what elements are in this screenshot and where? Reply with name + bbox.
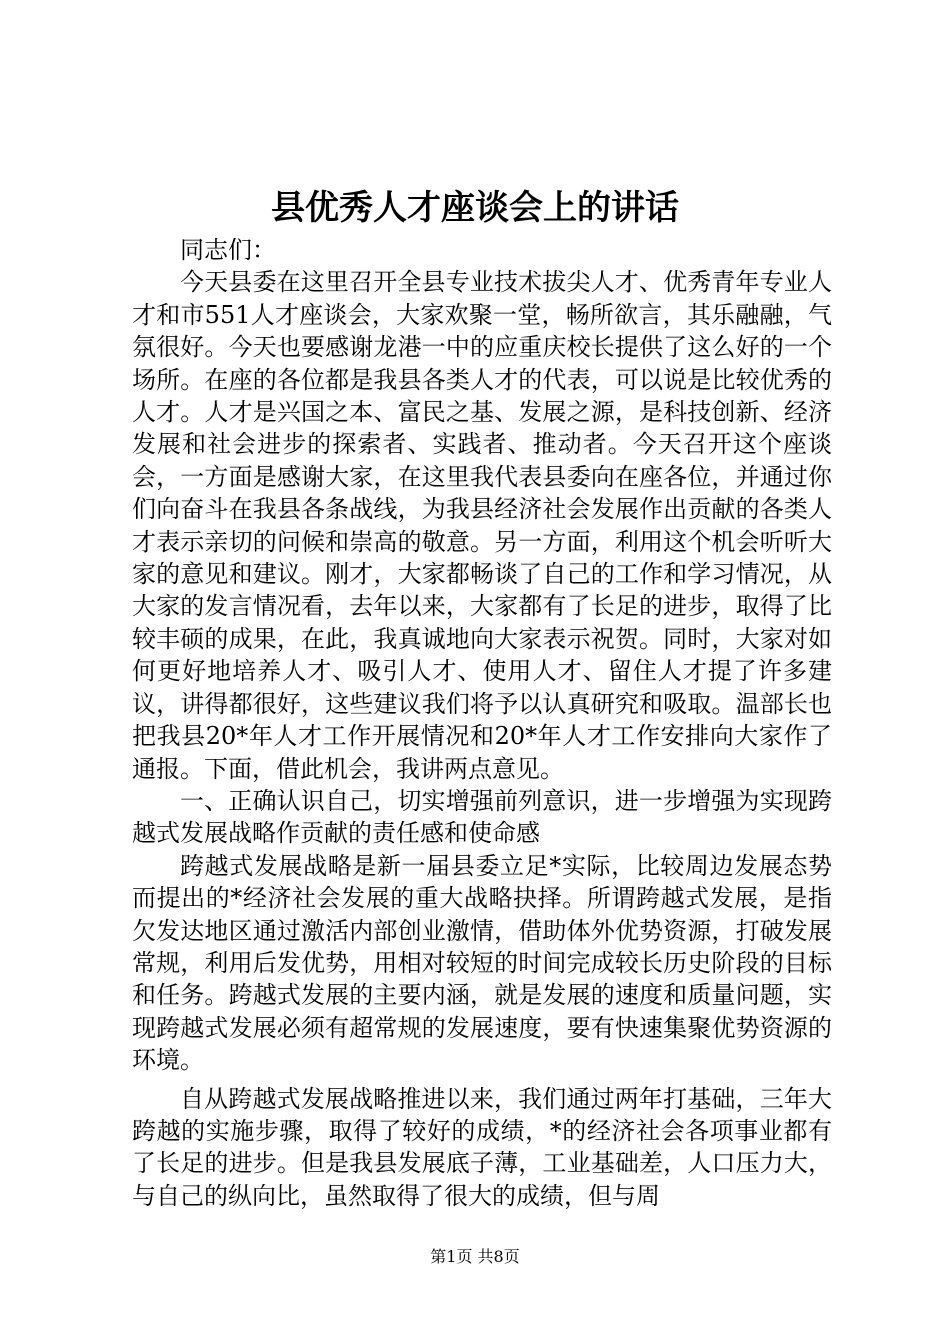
section-heading-1: 一、正确认识自己，切实增强前列意识，进一步增强为实现跨越式发展战略作贡献的责任感和使命感 [132, 786, 832, 848]
page-footer: 第1页 共8页 [430, 1247, 520, 1266]
document-body [132, 234, 832, 1212]
salutation: 同志们： [180, 236, 276, 264]
paragraph-strategy: 跨越式发展战略是新一届县委立足*实际，比较周边发展态势而提出的*经济社会发展的重大战略抉择。所谓跨越式发展，是指欠发达地区通过激活内部创业激情，借助体外优势资源，打破发展常规，利用后发优势，用相对较短的时间完成较长历史阶段的目标和任务。跨越式发展的主要内涵，就是发展的速度和质量问题，实现跨越式发展必须有超常规的发展速度，要有快速集聚优势资源的环境。 [132, 851, 832, 1075]
document-title: 县优秀人才座谈会上的讲话 [271, 188, 679, 228]
paragraph-progress: 自从跨越式发展战略推进以来，我们通过两年打基础，三年大跨越的实施步骤，取得了较好的成绩，*的经济社会各项事业都有了长足的进步。但是我县发展底子薄，工业基础差，人口压力大，与自己的纵向比，虽然取得了很大的成绩，但与周 [132, 1084, 832, 1210]
paragraph-intro: 今天县委在这里召开全县专业技术拔尖人才、优秀青年专业人才和市551人才座谈会，大家欢聚一堂，畅所欲言，其乐融融，气氛很好。今天也要感谢龙港一中的应重庆校长提供了这么好的一个场所。在座的各位都是我县各类人才的代表，可以说是比较优秀的人才。人才是兴国之本、富民之基、发展之源，是科技创新、经济发展和社会进步的探索者、实践者、推动者。今天召开这个座谈会，一方面是感谢大家，在这里我代表县委向在座各位，并通过你们向奋斗在我县各条战线，为我县经济社会发展作出贡献的各类人才表示亲切的问候和崇高的敬意。另一方面，利用这个机会听听大家的意见和建议。刚才，大家都畅谈了自己的工作和学习情况，从大家的发言情况看，去年以来，大家都有了长足的进步，取得了比较丰硕的成果，在此，我真诚地向大家表示祝贺。同时，大家对如何更好地培养人才、吸引人才、使用人才、留住人才提了许多建议，讲得都很好，这些建议我们将予以认真研究和吸取。温部长也把我县20*年人才工作开展情况和20*年人才工作安排向大家作了通报。下面，借此机会，我讲两点意见。 [132, 268, 832, 783]
